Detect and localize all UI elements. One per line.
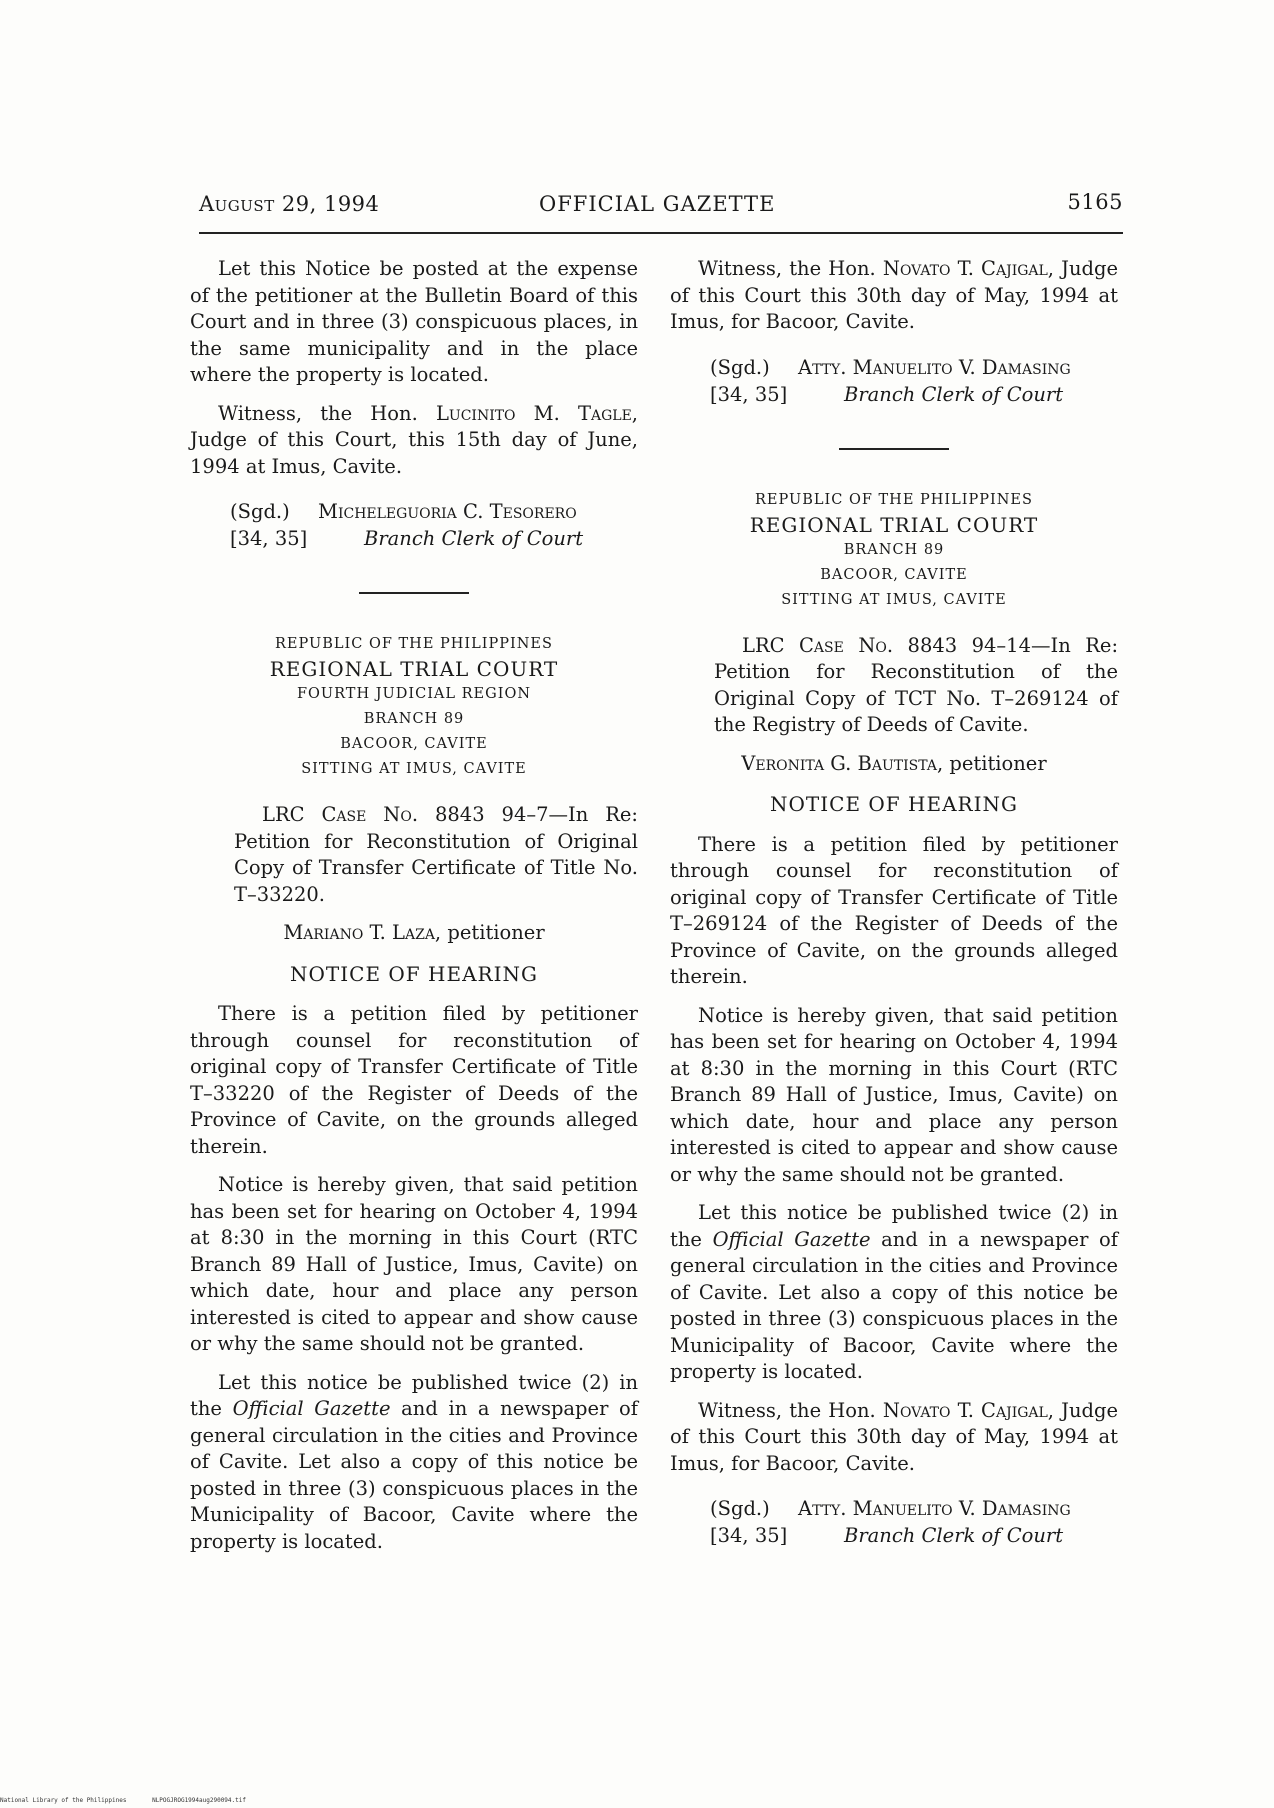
case-text: 8843 94–14—In Re: Petition for Reconstitution of the Original Copy of TCT No. T–269124 of the Registry of Deeds of Cavite.	[714, 633, 1119, 736]
sgd-label: (Sgd.)	[710, 355, 770, 379]
publication-paragraph	[190, 1370, 638, 1556]
case-text: 8843 94–7—In Re: Petition for Reconstitution of Original Copy of Transfer Certificate of Title No. T–33220.	[234, 803, 639, 906]
witness-suffix: Judge of this Court this 30th day of May, 1994 at Imus, for Bacoor, Cavite.	[670, 1398, 1119, 1475]
petitioner-role: petitioner	[949, 751, 1047, 775]
petitioner-name: Veronita G. Bautista,	[741, 751, 944, 775]
signatory-title: Branch Clerk of Court	[844, 382, 1064, 406]
gazette-name: Official Gazette	[232, 1397, 391, 1420]
sgd-label: (Sgd.)	[230, 500, 290, 523]
publication-prefix: Let this notice be published twice (2) in the	[670, 1201, 1118, 1251]
signature-block-2	[710, 1495, 1118, 1549]
petition-paragraph: There is a petition filed by petitioner through counsel for reconstitution of original copy of Transfer Certificate of Title T–33220 of the Register of Deeds of the Province of Cavite, on the grounds alleged therein.	[190, 1002, 638, 1158]
petitioner-line	[670, 751, 1118, 778]
court-sitting: SITTING AT IMUS, CAVITE	[301, 761, 527, 777]
right-column	[670, 256, 1118, 1549]
court-branch: BRANCH 89	[843, 541, 945, 558]
signature-block	[710, 354, 1118, 408]
court-location: BACOOR, CAVITE	[820, 566, 968, 583]
court-name: REGIONAL TRIAL COURT	[269, 657, 559, 681]
case-label: LRC Case No.	[742, 633, 894, 657]
witness-paragraph	[670, 256, 1118, 336]
section-divider	[839, 448, 949, 450]
scan-source: National Library of the Philippines	[0, 1797, 127, 1804]
witness-suffix: Judge of this Court this 30th day of May, 1994 at Imus, for Bacoor, Cavite.	[670, 257, 1119, 333]
republic-label: REPUBLIC OF THE PHILIPPINES	[275, 636, 553, 652]
case-label: LRC Case No.	[262, 803, 419, 826]
petitioner-line	[190, 920, 638, 947]
judge-name: Novato T. Cajigal,	[882, 1398, 1055, 1422]
posting-notice-paragraph: Let this Notice be posted at the expense of the petitioner at the Bulletin Board of this Court and in three (3) conspicuous places, in the same municipality and in the place where the property is located.	[190, 257, 638, 386]
gazette-name: Official Gazette	[712, 1227, 871, 1251]
witness-prefix: Witness, the Hon.	[698, 257, 876, 280]
witness-prefix: Witness, the Hon.	[698, 1398, 876, 1422]
court-heading	[190, 632, 638, 782]
court-name: REGIONAL TRIAL COURT	[749, 512, 1039, 537]
petitioner-role: petitioner	[447, 921, 545, 944]
notice-title: NOTICE OF HEARING	[290, 961, 538, 986]
case-caption	[190, 802, 638, 908]
signatory-title: Branch Clerk of Court	[844, 1524, 1064, 1547]
scan-footer	[0, 1797, 268, 1804]
court-heading	[670, 488, 1118, 613]
hearing-paragraph: Notice is hereby given, that said petition has been set for hearing on October 4, 1994 at 8:30 in the morning in this Court (RTC Branch 89 Hall of Justice, Imus, Cavite) on which date, hour and place any person interested is cited to appear and show cause or why the same should not be granted.	[670, 1003, 1118, 1186]
court-location: BACOOR, CAVITE	[340, 736, 488, 752]
publication-prefix: Let this notice be published twice (2) in the	[190, 1370, 638, 1420]
court-branch: BRANCH 89	[363, 711, 465, 727]
case-caption	[670, 633, 1118, 739]
notice-title: NOTICE OF HEARING	[770, 792, 1018, 816]
judge-name: Novato T. Cajigal,	[882, 257, 1055, 280]
page-number: 5165	[1067, 190, 1123, 214]
scan-filename: NLPOGJROG1994aug290094.tif	[152, 1797, 246, 1804]
publication-paragraph	[670, 1200, 1118, 1386]
publication-suffix: and in a newspaper of general circulation in the cities and Province of Cavite. Let also a copy of this notice be posted in three (3) conspicuous places in the Municipality of Bacoor, Cavite where the property is located.	[670, 1227, 1118, 1383]
petitioner-name: Mariano T. Laza,	[283, 921, 442, 944]
hearing-paragraph: Notice is hereby given, that said petition has been set for hearing on October 4, 1994 at 8:30 in the morning in this Court (RTC Branch 89 Hall of Justice, Imus, Cavite) on which date, hour and place any person interested is cited to appear and show cause or why the same should not be granted.	[190, 1173, 638, 1355]
court-sitting: SITTING AT IMUS, CAVITE	[781, 591, 1007, 608]
publication-title: OFFICIAL GAZETTE	[539, 192, 776, 216]
page-header	[199, 186, 1123, 220]
witness-paragraph-2	[670, 1398, 1118, 1478]
publication-suffix: and in a newspaper of general circulation in the cities and Province of Cavite. Let also a copy of this notice be posted in three (3) conspicuous places in the Municipality of Bacoor, Cavite where the property is located.	[190, 1397, 638, 1553]
left-column	[190, 256, 638, 1567]
witness-suffix: Judge of this Court, this 15th day of June, 1994 at Imus, Cavite.	[190, 428, 638, 478]
judge-name: Lucinito M. Tagle,	[435, 401, 638, 425]
republic-label: REPUBLIC OF THE PHILIPPINES	[755, 491, 1033, 508]
witness-prefix: Witness, the Hon.	[218, 401, 418, 425]
issue-reference: [34, 35]	[710, 1524, 788, 1547]
signatory-title: Branch Clerk of Court	[364, 527, 584, 550]
header-rule	[199, 232, 1123, 234]
sgd-label: (Sgd.)	[710, 1497, 770, 1520]
petition-paragraph: There is a petition filed by petitioner through counsel for reconstitution of original copy of Transfer Certificate of Title T–269124 of the Register of Deeds of the Province of Cavite, on the grounds alleged therein.	[670, 832, 1118, 988]
witness-paragraph	[190, 401, 638, 481]
signature-block	[230, 498, 638, 552]
signatory-name: Atty. Manuelito V. Damasing	[798, 1497, 1071, 1520]
signatory-name: Micheleguoria C. Tesorero	[318, 500, 577, 523]
signatory-name: Atty. Manuelito V. Damasing	[798, 355, 1071, 379]
issue-reference: [34, 35]	[230, 527, 308, 550]
issue-date: August 29, 1994	[199, 192, 380, 216]
court-region: FOURTH JUDICIAL REGION	[296, 686, 532, 702]
issue-reference: [34, 35]	[710, 382, 788, 406]
section-divider	[359, 592, 469, 594]
